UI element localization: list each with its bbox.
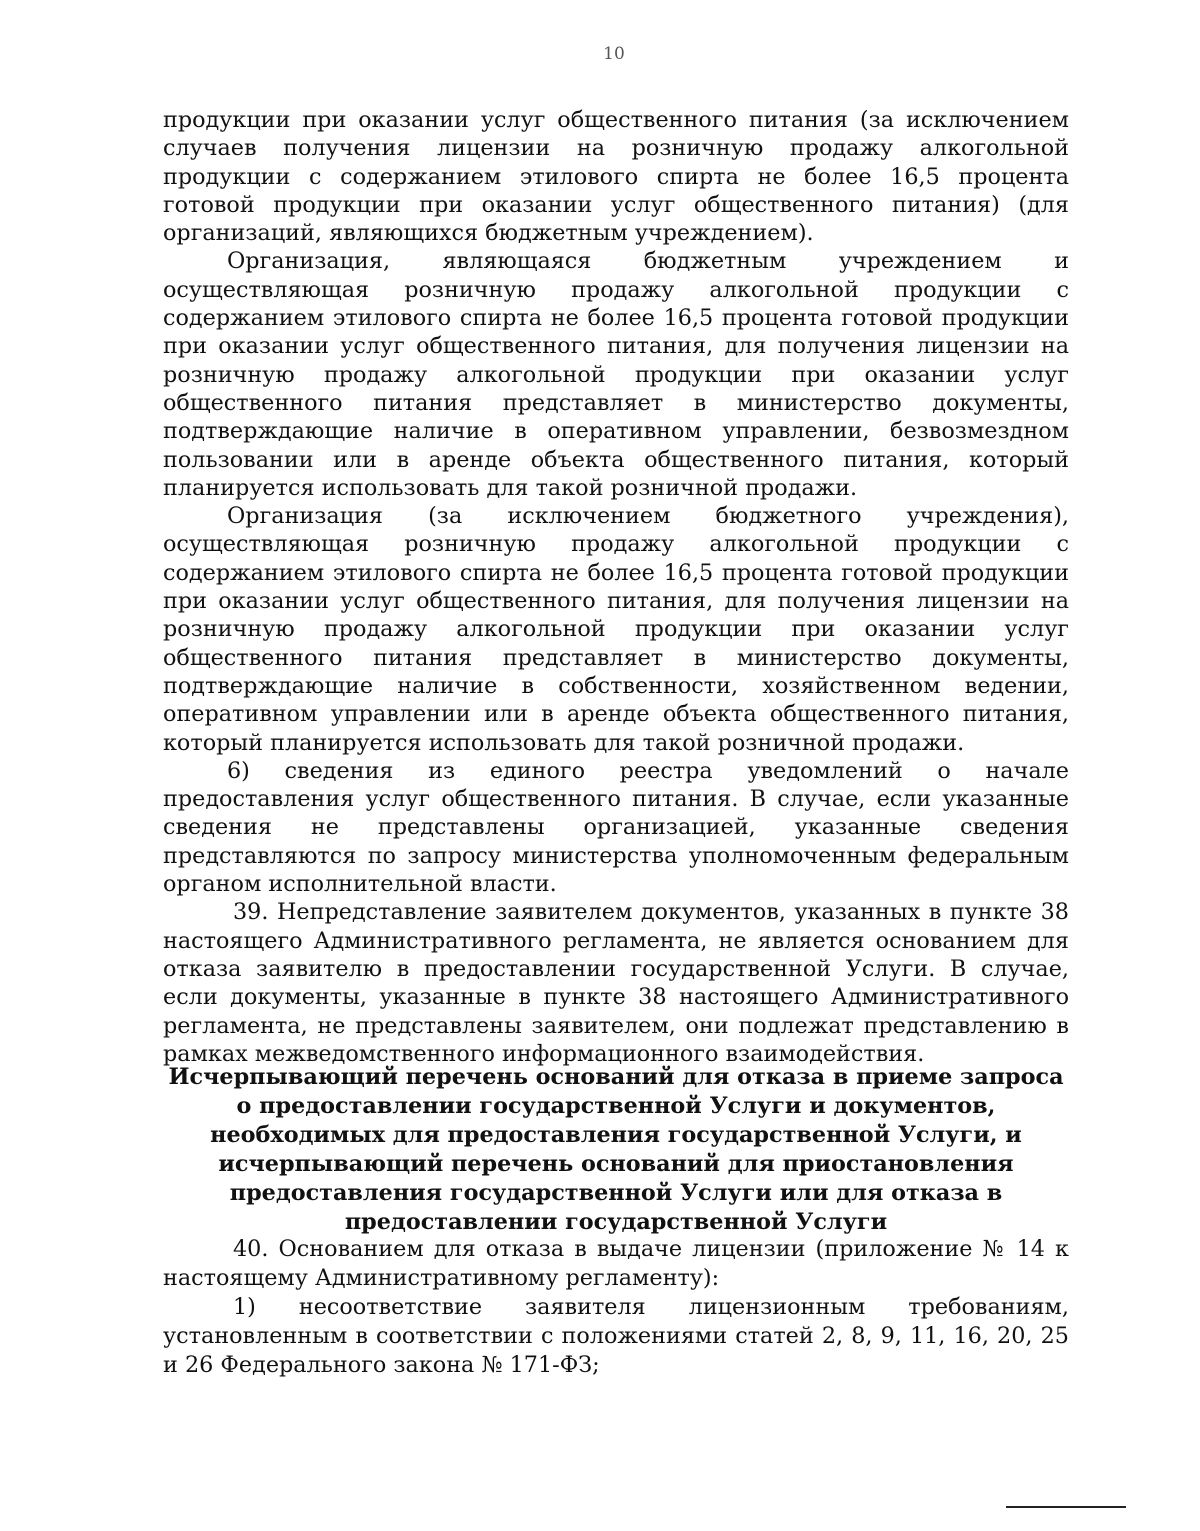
paragraph-item-1: 1) несоответствие заявителя лицензионным требованиям, установленным в соответствии с положениями статей 2, 8, 9, 11, 16, 20, 25 и 26 Федерального закона № 171-ФЗ; bbox=[163, 1294, 1069, 1378]
paragraph-budget-organization: Организация, являющаяся бюджетным учреждением и осуществляющая розничную продажу алкогольной продукции с содержанием этилового спирта не более 16,5 процента готовой продукции при оказании услуг общественного питания, для получения лицензии на розничную продажу алкогольной продукции при оказании услуг общественного питания представляет в министерство документы, подтверждающие наличие в оперативном управлении, безвозмездном пользовании или в аренде объекта общественного питания, который планируется использовать для такой розничной продажи. bbox=[163, 248, 1069, 501]
section-body bbox=[163, 1235, 1069, 1380]
paragraph-continuation: продукции при оказании услуг общественного питания (за исключением случаев получения лицензии на розничную продажу алкогольной продукции с содержанием этилового спирта не более 16,5 процента готовой продукции при оказании услуг общественного питания) (для организаций, являющихся бюджетным учреждением). bbox=[163, 107, 1069, 247]
paragraph-clause-40: 40. Основанием для отказа в выдаче лицензии (приложение № 14 к настоящему Административному регламенту): bbox=[163, 1236, 1069, 1291]
footer-rule bbox=[1006, 1506, 1126, 1508]
paragraph-non-budget-organization: Организация (за исключением бюджетного учреждения), осуществляющая розничную продажу алкогольной продукции с содержанием этилового спирта не более 16,5 процента готовой продукции при оказании услуг общественного питания, для получения лицензии на розничную продажу алкогольной продукции при оказании услуг общественного питания представляет в министерство документы, подтверждающие наличие в собственности, хозяйственном ведении, оперативном управлении или в аренде объекта общественного питания, который планируется использовать для такой розничной продажи. bbox=[163, 503, 1069, 756]
document-body bbox=[163, 106, 1069, 1068]
paragraph-item-6: 6) сведения из единого реестра уведомлений о начале предоставления услуг общественного питания. В случае, если указанные сведения не представлены организацией, указанные сведения представляются по запросу министерства уполномоченным федеральным органом исполнительной власти. bbox=[163, 757, 1069, 898]
section-heading: Исчерпывающий перечень оснований для отказа в приеме запроса о предоставлении государственной Услуги и документов, необходимых для предоставления государственной Услуги, и исчерпывающий перечень оснований для приостановления предоставления государственной Услуги или для отказа в предоставлении государственной Услуги bbox=[168, 1064, 1064, 1235]
page-number: 10 bbox=[603, 44, 625, 64]
paragraph-clause-39: 39. Непредставление заявителем документов, указанных в пункте 38 настоящего Административного регламента, не является основанием для отказа заявителю в предоставлении государственной Услуги. В случае, если документы, указанные в пункте 38 настоящего Административного регламента, не представлены заявителем, они подлежат представлению в рамках межведомственного информационного взаимодействия. bbox=[163, 899, 1069, 1067]
